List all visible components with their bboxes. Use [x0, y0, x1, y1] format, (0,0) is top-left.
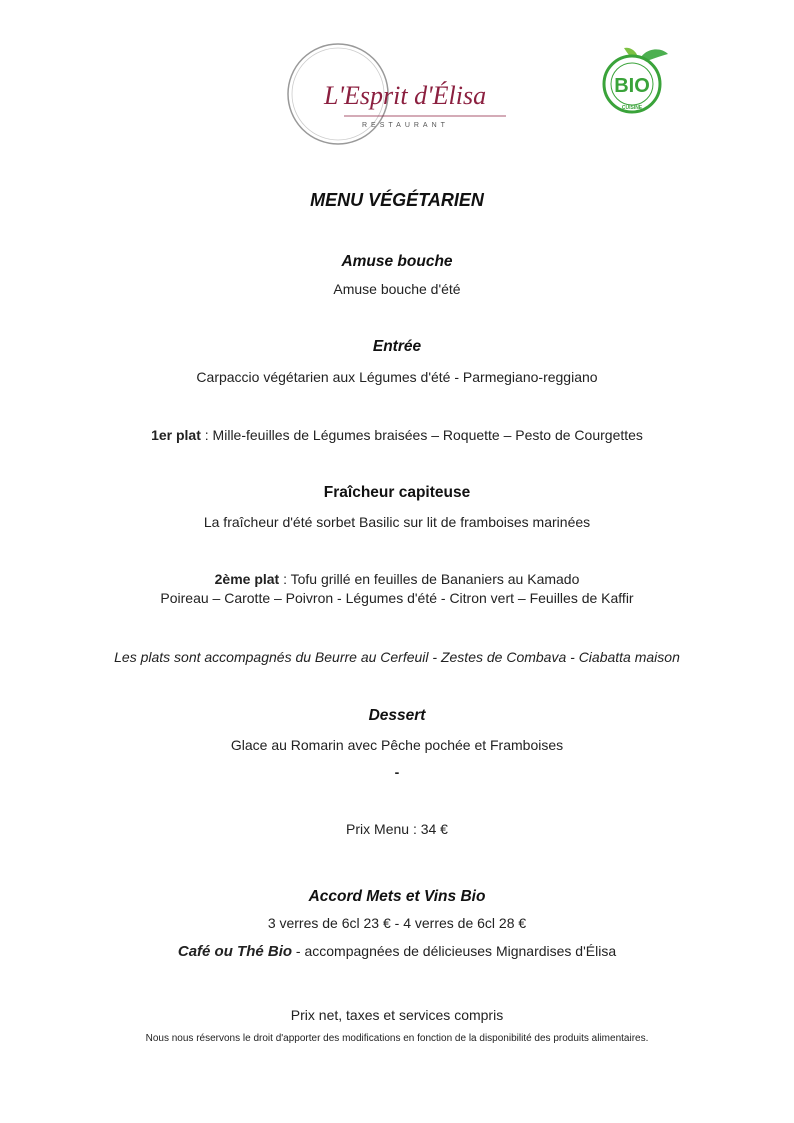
logo-text: L'Esprit d'Élisa [324, 81, 487, 110]
bio-cuisine-badge [598, 46, 674, 116]
restaurant-logo [284, 38, 514, 150]
bio-badge-text: BIO [614, 75, 650, 97]
bio-badge-sub: CUISINE [621, 105, 643, 111]
plat1-label: 1er plat [151, 427, 201, 443]
menu-title: MENU VÉGÉTARIEN [310, 190, 484, 210]
cafe-text: - accompagnées de délicieuses Mignardises d'Élisa [292, 943, 617, 959]
cafe-line [0, 943, 794, 960]
fraicheur-heading: Fraîcheur capiteuse [323, 484, 471, 501]
plat2-text: : Tofu grillé en feuilles de Bananiers au Kamado [279, 571, 580, 587]
dessert-separator: - [394, 764, 400, 780]
plat1-text: : Mille-feuilles de Légumes braisées – Roquette – Pesto de Courgettes [200, 427, 643, 443]
entree-text: Carpaccio végétarien aux Légumes d'été - Parmegiano-reggiano [196, 369, 598, 385]
dessert-heading: Dessert [368, 707, 426, 724]
amuse-heading: Amuse bouche [341, 253, 453, 270]
entree-heading: Entrée [372, 338, 422, 355]
footer-price-note: Prix net, taxes et services compris [290, 1007, 504, 1023]
cafe-label: Café ou Thé Bio [177, 943, 293, 960]
accompaniment-text: Les plats sont accompagnés du Beurre au Cerfeuil - Zestes de Combava - Ciabatta maison [114, 649, 680, 665]
accord-text: 3 verres de 6cl 23 € - 4 verres de 6cl 28 € [267, 915, 527, 931]
plat2-label: 2ème plat [214, 571, 280, 587]
plat2-line2: Poireau – Carotte – Poivron - Légumes d'été - Citron vert – Feuilles de Kaffir [160, 590, 634, 606]
accord-heading: Accord Mets et Vins Bio [308, 888, 486, 905]
plat2-line [0, 571, 794, 587]
logo-subtitle: RESTAURANT [362, 122, 449, 129]
amuse-text: Amuse bouche d'été [333, 281, 461, 297]
menu-price: Prix Menu : 34 € [346, 821, 448, 837]
dessert-text: Glace au Romarin avec Pêche pochée et Framboises [230, 737, 564, 753]
fraicheur-text: La fraîcheur d'été sorbet Basilic sur lit de framboises marinées [203, 514, 591, 530]
footer-disclaimer: Nous nous réservons le droit d'apporter des modifications en fonction de la disponibilité des produits alimentaires. [145, 1033, 649, 1044]
plat1-line [0, 427, 794, 443]
